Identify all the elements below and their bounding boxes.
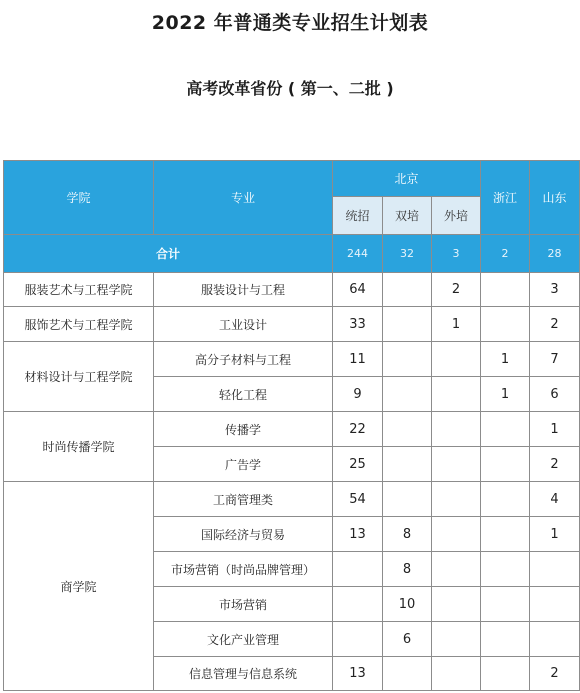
shandong-cell: 1 [530, 412, 580, 447]
major-cell: 市场营销（时尚品牌管理） [154, 552, 333, 587]
shandong-cell: 2 [530, 307, 580, 342]
shandong-cell [530, 552, 580, 587]
total-tongzhao: 244 [333, 235, 383, 273]
tongzhao-cell: 11 [333, 342, 383, 377]
shuangpei-cell [383, 412, 432, 447]
tongzhao-cell [333, 587, 383, 622]
header-zhejiang: 浙江 [481, 161, 530, 235]
shuangpei-cell [383, 273, 432, 307]
zhejiang-cell [481, 517, 530, 552]
major-cell: 信息管理与信息系统 [154, 657, 333, 691]
zhejiang-cell [481, 657, 530, 691]
shuangpei-cell [383, 447, 432, 482]
header-shuangpei: 双培 [383, 197, 432, 235]
total-waipei: 3 [432, 235, 481, 273]
major-cell: 服装设计与工程 [154, 273, 333, 307]
major-cell: 工商管理类 [154, 482, 333, 517]
tongzhao-cell: 9 [333, 377, 383, 412]
total-label: 合计 [4, 235, 333, 273]
major-cell: 传播学 [154, 412, 333, 447]
page-title: 2022 年普通类专业招生计划表 [151, 12, 429, 34]
shuangpei-cell: 8 [383, 517, 432, 552]
total-row [4, 235, 580, 273]
zhejiang-cell [481, 552, 530, 587]
shuangpei-cell [383, 657, 432, 691]
college-cell: 服饰艺术与工程学院 [4, 307, 154, 342]
header-tongzhao: 统招 [333, 197, 383, 235]
major-cell: 高分子材料与工程 [154, 342, 333, 377]
tongzhao-cell: 22 [333, 412, 383, 447]
major-cell: 国际经济与贸易 [154, 517, 333, 552]
waipei-cell [432, 517, 481, 552]
shandong-cell [530, 587, 580, 622]
major-cell: 文化产业管理 [154, 622, 333, 657]
header-shandong: 山东 [530, 161, 580, 235]
table-row [4, 412, 580, 447]
shuangpei-cell [383, 377, 432, 412]
waipei-cell [432, 412, 481, 447]
total-shandong: 28 [530, 235, 580, 273]
zhejiang-cell [481, 273, 530, 307]
tongzhao-cell: 33 [333, 307, 383, 342]
zhejiang-cell: 1 [481, 377, 530, 412]
major-cell: 工业设计 [154, 307, 333, 342]
shandong-cell: 7 [530, 342, 580, 377]
waipei-cell [432, 342, 481, 377]
shuangpei-cell [383, 307, 432, 342]
waipei-cell [432, 657, 481, 691]
college-cell: 时尚传播学院 [4, 412, 154, 482]
zhejiang-cell [481, 622, 530, 657]
table-row [4, 342, 580, 377]
waipei-cell [432, 482, 481, 517]
zhejiang-cell [481, 307, 530, 342]
header-college: 学院 [4, 161, 154, 235]
shandong-cell: 4 [530, 482, 580, 517]
shuangpei-cell: 10 [383, 587, 432, 622]
zhejiang-cell [481, 587, 530, 622]
total-shuangpei: 32 [383, 235, 432, 273]
table-row [4, 482, 580, 517]
major-cell: 广告学 [154, 447, 333, 482]
shandong-cell: 6 [530, 377, 580, 412]
college-cell: 服装艺术与工程学院 [4, 273, 154, 307]
tongzhao-cell: 13 [333, 657, 383, 691]
tongzhao-cell [333, 552, 383, 587]
tongzhao-cell: 54 [333, 482, 383, 517]
shandong-cell: 1 [530, 517, 580, 552]
waipei-cell [432, 447, 481, 482]
college-cell: 材料设计与工程学院 [4, 342, 154, 412]
tongzhao-cell [333, 622, 383, 657]
zhejiang-cell: 1 [481, 342, 530, 377]
shuangpei-cell: 8 [383, 552, 432, 587]
waipei-cell [432, 587, 481, 622]
total-zhejiang: 2 [481, 235, 530, 273]
college-cell: 商学院 [4, 482, 154, 691]
table-row [4, 273, 580, 307]
header-major: 专业 [154, 161, 333, 235]
waipei-cell [432, 552, 481, 587]
table-row [4, 307, 580, 342]
waipei-cell: 1 [432, 307, 481, 342]
tongzhao-cell: 13 [333, 517, 383, 552]
zhejiang-cell [481, 412, 530, 447]
shandong-cell: 3 [530, 273, 580, 307]
shuangpei-cell: 6 [383, 622, 432, 657]
shuangpei-cell [383, 342, 432, 377]
waipei-cell: 2 [432, 273, 481, 307]
shandong-cell [530, 622, 580, 657]
shandong-cell: 2 [530, 657, 580, 691]
major-cell: 市场营销 [154, 587, 333, 622]
enrollment-plan-table [3, 160, 580, 691]
waipei-cell [432, 377, 481, 412]
page-subtitle: 高考改革省份 ( 第一、二批 ) [186, 79, 394, 98]
header-waipei: 外培 [432, 197, 481, 235]
zhejiang-cell [481, 482, 530, 517]
waipei-cell [432, 622, 481, 657]
shuangpei-cell [383, 482, 432, 517]
header-beijing: 北京 [333, 161, 481, 197]
shandong-cell: 2 [530, 447, 580, 482]
major-cell: 轻化工程 [154, 377, 333, 412]
tongzhao-cell: 64 [333, 273, 383, 307]
tongzhao-cell: 25 [333, 447, 383, 482]
zhejiang-cell [481, 447, 530, 482]
